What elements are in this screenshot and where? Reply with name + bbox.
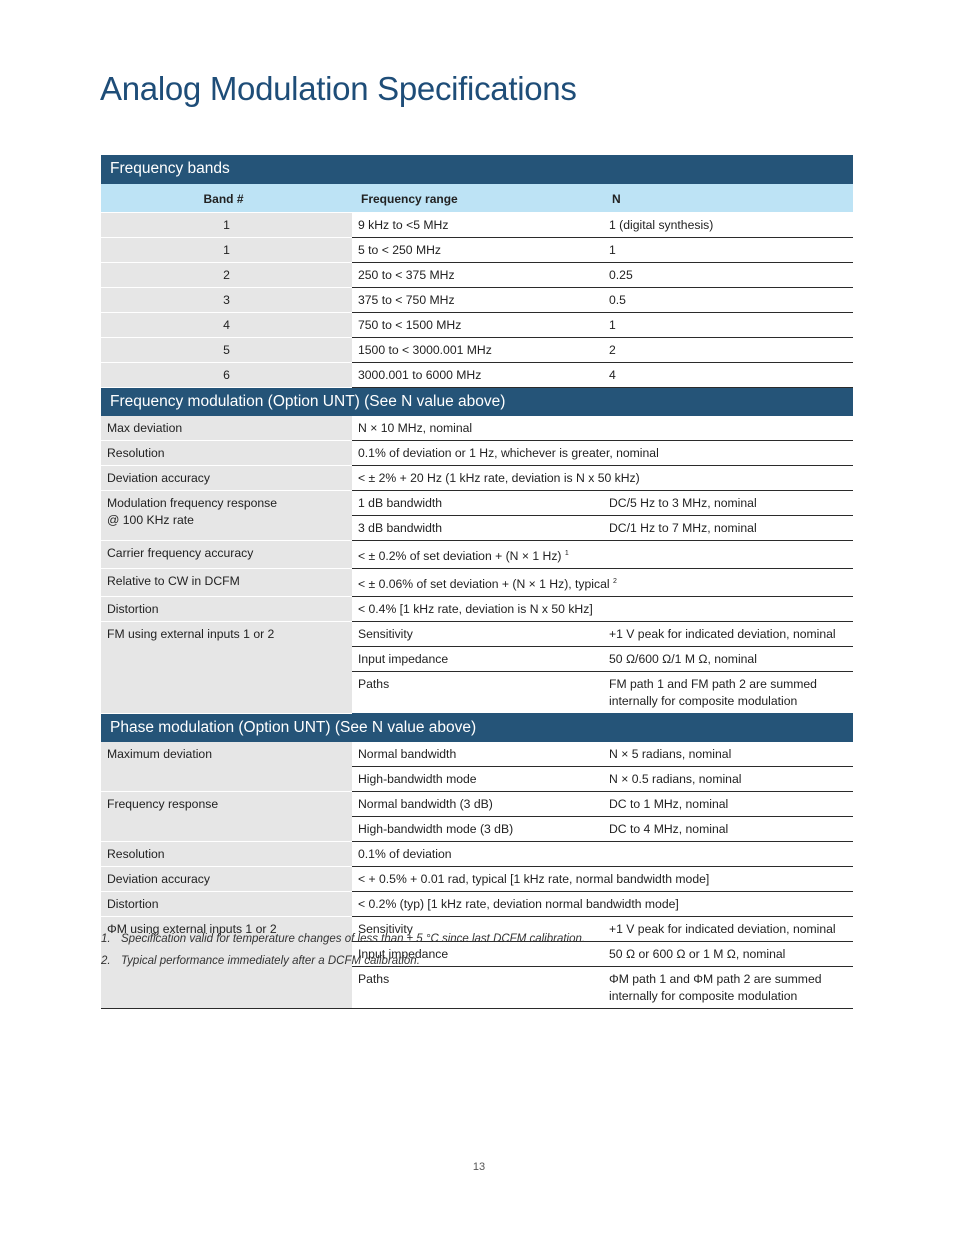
spec-sublabel: High-bandwidth mode <box>352 767 603 792</box>
table-row <box>101 441 853 466</box>
spec-value: N × 0.5 radians, nominal <box>603 767 853 792</box>
table-row <box>101 742 853 767</box>
table-row <box>101 541 853 569</box>
spec-sublabel: Sensitivity <box>352 917 603 942</box>
spec-value-line: ΦM path 1 and ΦM path 2 are summed <box>609 972 822 986</box>
column-header-frequency-range: Frequency range <box>352 184 603 212</box>
spec-table <box>101 155 853 1009</box>
spec-value: < + 0.5% + 0.01 rad, typical [1 kHz rate, normal bandwidth mode] <box>352 867 853 892</box>
table-row <box>101 867 853 892</box>
spec-value: DC/1 Hz to 7 MHz, nominal <box>603 516 853 541</box>
table-row <box>101 792 853 817</box>
table-row <box>101 491 853 516</box>
spec-value: < 0.2% (typ) [1 kHz rate, deviation normal bandwidth mode] <box>352 892 853 917</box>
spec-value: +1 V peak for indicated deviation, nominal <box>603 917 853 942</box>
page-title: Analog Modulation Specifications <box>100 70 577 107</box>
table-row <box>101 262 853 287</box>
spec-value: +1 V peak for indicated deviation, nominal <box>603 622 853 647</box>
band-number: 1 <box>101 212 352 237</box>
section-title: Frequency modulation (Option UNT) (See N value above) <box>101 387 853 416</box>
frequency-range: 5 to < 250 MHz <box>352 237 603 262</box>
table-row <box>101 416 853 441</box>
table-row <box>101 362 853 387</box>
spec-value: < 0.4% [1 kHz rate, deviation is N x 50 kHz] <box>352 597 853 622</box>
n-value: 1 <box>603 312 853 337</box>
spec-label: Deviation accuracy <box>101 466 352 491</box>
spec-value: DC to 4 MHz, nominal <box>603 817 853 842</box>
spec-sublabel: Input impedance <box>352 942 603 967</box>
frequency-range: 250 to < 375 MHz <box>352 262 603 287</box>
spec-label-line: @ 100 KHz rate <box>107 513 194 527</box>
spec-sublabel: High-bandwidth mode (3 dB) <box>352 817 603 842</box>
spec-label: Max deviation <box>101 416 352 441</box>
spec-value <box>352 541 853 569</box>
band-number: 3 <box>101 287 352 312</box>
section-title: Frequency bands <box>101 155 853 184</box>
spec-label: Relative to CW in DCFM <box>101 569 352 597</box>
band-number: 1 <box>101 237 352 262</box>
frequency-range: 375 to < 750 MHz <box>352 287 603 312</box>
table-row <box>101 842 853 867</box>
spec-sublabel: Sensitivity <box>352 622 603 647</box>
spec-sublabel: 1 dB bandwidth <box>352 491 603 516</box>
spec-label: Frequency response <box>101 792 352 842</box>
spec-value <box>352 569 853 597</box>
spec-value-text: < ± 0.06% of set deviation + (N × 1 Hz), typical <box>358 577 610 591</box>
n-value: 0.5 <box>603 287 853 312</box>
spec-value-line: internally for composite modulation <box>609 694 798 708</box>
footnote-number: 2. <box>101 955 111 967</box>
spec-value: 0.1% of deviation or 1 Hz, whichever is greater, nominal <box>352 441 853 466</box>
footnote-number: 1. <box>101 933 111 945</box>
column-header-band: Band # <box>101 184 352 212</box>
spec-value <box>603 672 853 714</box>
spec-label: Maximum deviation <box>101 742 352 792</box>
spec-value: DC/5 Hz to 3 MHz, nominal <box>603 491 853 516</box>
footnote-ref: 2 <box>612 578 617 585</box>
column-header-row <box>101 184 853 212</box>
frequency-range: 1500 to < 3000.001 MHz <box>352 337 603 362</box>
footnote <box>101 955 853 977</box>
spec-sublabel: Normal bandwidth (3 dB) <box>352 792 603 817</box>
table-row <box>101 312 853 337</box>
section-header-frequency-bands <box>101 155 853 184</box>
band-number: 2 <box>101 262 352 287</box>
band-number: 5 <box>101 337 352 362</box>
spec-value-text: < ± 0.2% of set deviation + (N × 1 Hz) <box>358 549 562 563</box>
spec-value: 50 Ω or 600 Ω or 1 M Ω, nominal <box>603 942 853 967</box>
footnotes <box>101 933 853 977</box>
spec-sublabel: Normal bandwidth <box>352 742 603 767</box>
spec-label-line: Modulation frequency response <box>107 496 278 510</box>
table-row <box>101 892 853 917</box>
frequency-range: 9 kHz to <5 MHz <box>352 212 603 237</box>
spec-sublabel: Paths <box>352 967 603 1009</box>
footnote <box>101 933 853 955</box>
spec-label: Resolution <box>101 842 352 867</box>
table-row <box>101 569 853 597</box>
spec-value: 0.1% of deviation <box>352 842 853 867</box>
footnote-text: Specification valid for temperature changes of less than ± 5 °C since last DCFM calibration. <box>121 933 586 945</box>
section-header-phase-modulation <box>101 713 853 742</box>
footnote-ref: 1 <box>564 550 569 557</box>
n-value: 4 <box>603 362 853 387</box>
spec-label <box>101 491 352 541</box>
table-row <box>101 287 853 312</box>
spec-value: N × 5 radians, nominal <box>603 742 853 767</box>
table-row <box>101 237 853 262</box>
spec-sublabel: 3 dB bandwidth <box>352 516 603 541</box>
spec-value: DC to 1 MHz, nominal <box>603 792 853 817</box>
band-number: 4 <box>101 312 352 337</box>
spec-sublabel: Paths <box>358 677 390 691</box>
table-row <box>101 597 853 622</box>
page-number: 13 <box>472 1161 486 1173</box>
spec-label: Deviation accuracy <box>101 867 352 892</box>
n-value: 1 <box>603 237 853 262</box>
table-row <box>101 622 853 647</box>
spec-value-line: FM path 1 and FM path 2 are summed <box>609 677 817 691</box>
spec-value: N × 10 MHz, nominal <box>352 416 853 441</box>
footnote-text: Typical performance immediately after a DCFM calibration. <box>121 955 420 967</box>
section-title: Phase modulation (Option UNT) (See N value above) <box>101 713 853 742</box>
band-number: 6 <box>101 362 352 387</box>
spec-label: Carrier frequency accuracy <box>101 541 352 569</box>
spec-label: Distortion <box>101 597 352 622</box>
spec-label: FM using external inputs 1 or 2 <box>101 622 352 714</box>
spec-label: ΦM using external inputs 1 or 2 <box>101 917 352 1009</box>
frequency-range: 3000.001 to 6000 MHz <box>352 362 603 387</box>
spec-label: Resolution <box>101 441 352 466</box>
table-row <box>101 337 853 362</box>
spec-label: Distortion <box>101 892 352 917</box>
column-header-n: N <box>603 184 853 212</box>
section-header-frequency-modulation <box>101 387 853 416</box>
spec-value: 50 Ω/600 Ω/1 M Ω, nominal <box>603 647 853 672</box>
n-value: 2 <box>603 337 853 362</box>
spec-value: < ± 2% + 20 Hz (1 kHz rate, deviation is N x 50 kHz) <box>352 466 853 491</box>
n-value: 0.25 <box>603 262 853 287</box>
table-row <box>101 212 853 237</box>
frequency-range: 750 to < 1500 MHz <box>352 312 603 337</box>
spec-sublabel: Input impedance <box>352 647 603 672</box>
spec-value-line: internally for composite modulation <box>609 989 798 1003</box>
table-row <box>101 466 853 491</box>
n-value: 1 (digital synthesis) <box>603 212 853 237</box>
